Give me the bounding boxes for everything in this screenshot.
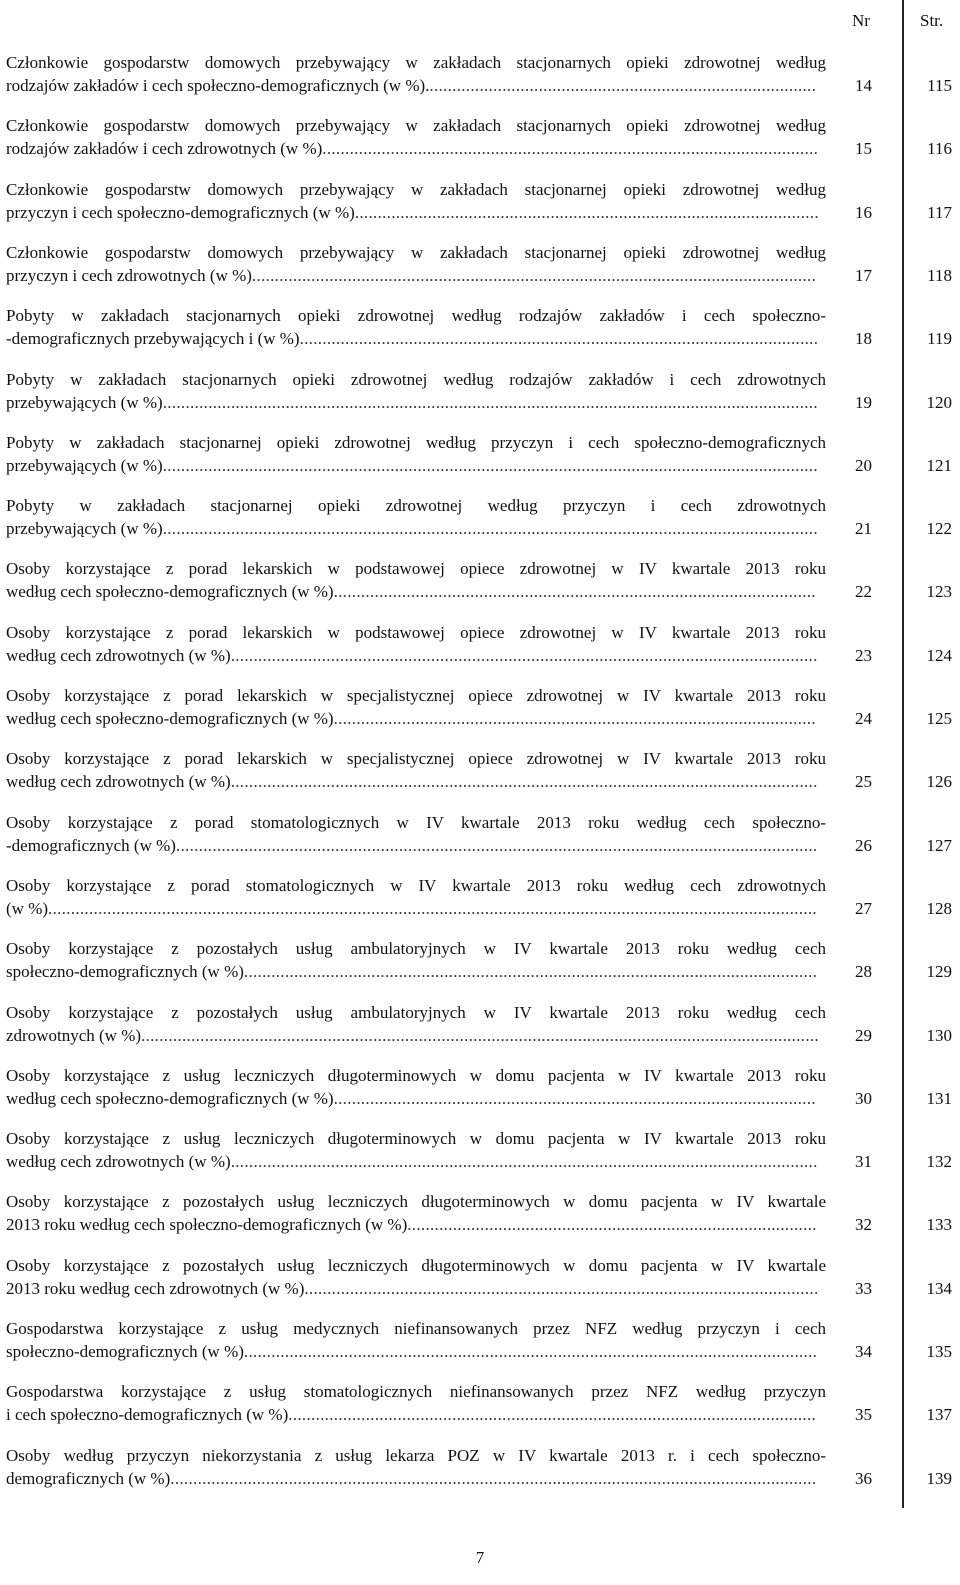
toc-entry-page: 130 (926, 1025, 952, 1045)
toc-entry[interactable] (6, 114, 952, 174)
toc-entry-title-line1: Członkowie gospodarstw domowych przebywający w zakładach stacjonarnych opieki zdrowotnej według (6, 53, 826, 72)
toc-entry-title-line2 (6, 897, 826, 920)
toc-entry-title-line1: Członkowie gospodarstw domowych przebywający w zakładach stacjonarnej opieki zdrowotnej według (6, 179, 826, 199)
toc-entry-title (6, 304, 826, 350)
dot-leader: ................................................................................................................................................ (162, 392, 818, 412)
toc-entry-page: 121 (926, 455, 952, 475)
toc-entry[interactable] (6, 1064, 952, 1124)
toc-entry-number: 17 (855, 265, 872, 285)
toc-entry-title-line2-text: rodzajów zakładów i cech zdrowotnych (w %) (6, 139, 323, 159)
toc-entry[interactable] (6, 1254, 952, 1314)
toc-entry-title-line1: Osoby korzystające z porad lekarskich w specjalistycznej opiece zdrowotnej w IV kwartale 2013 roku (6, 686, 826, 705)
toc-entry[interactable] (6, 747, 952, 807)
toc-entry-page: 123 (926, 582, 952, 602)
toc-entry[interactable] (6, 368, 952, 428)
toc-entry-title-line1: Osoby korzystające z pozostałych usług leczniczych długoterminowych w domu pacjenta w IV kwartale (6, 1255, 826, 1275)
toc-entry[interactable] (6, 1127, 952, 1187)
toc-entry[interactable] (6, 684, 952, 744)
toc-entry-title (6, 937, 826, 983)
toc-entry-number: 36 (855, 1468, 872, 1488)
toc-entry-title-line2-text: -demograficznych przebywających i (w %) (6, 329, 300, 349)
toc-entry-number: 20 (855, 455, 872, 475)
dot-leader: .................................................................................................................... (288, 1405, 817, 1425)
dot-leader: ................................................................................................................................. (230, 645, 818, 665)
toc-entry-title-line1: Osoby korzystające z porad lekarskich w specjalistycznej opiece zdrowotnej w IV kwartale 2013 roku (6, 749, 826, 769)
dot-leader: .......................................................................................................... (333, 582, 816, 602)
toc-entry-title (6, 241, 826, 287)
dot-leader: .................................................................................................................. (299, 329, 819, 349)
toc-entry-title (6, 1001, 826, 1047)
toc-entry-title-line1: Członkowie gospodarstw domowych przebywający w zakładach stacjonarnej opieki zdrowotnej według (6, 242, 826, 262)
dot-leader: ................................................................................................................................................ (162, 519, 818, 539)
toc-entry-page: 139 (926, 1468, 952, 1488)
toc-entry-number: 31 (855, 1152, 872, 1172)
toc-entry[interactable] (6, 874, 952, 934)
dot-leader: ................................................................................................................................. (230, 772, 818, 792)
toc-entry-page: 132 (926, 1152, 952, 1172)
toc-entry-page: 131 (926, 1088, 952, 1108)
toc-entry-title-line2-text: zdrowotnych (w %) (6, 1025, 142, 1045)
toc-entry-title (6, 621, 826, 667)
toc-entry[interactable] (6, 937, 952, 997)
dot-leader: ..................................................................................... (429, 76, 817, 95)
toc-entry-number: 25 (855, 772, 872, 792)
toc-entry-title-line2 (6, 770, 826, 793)
toc-entry-title-line2-text: społeczno-demograficznych (w %) (6, 962, 244, 982)
toc-entry[interactable] (6, 1001, 952, 1061)
toc-entry-number: 29 (855, 1025, 872, 1045)
toc-entry-title-line1: Pobyty w zakładach stacjonarnej opieki zdrowotnej według przyczyn i cech zdrowotnych (6, 496, 826, 516)
toc-entry-title (6, 1127, 826, 1173)
toc-entry-page: 135 (926, 1342, 952, 1361)
toc-entry-page: 119 (927, 329, 952, 349)
toc-entry-title-line2 (6, 264, 826, 287)
toc-entry-number: 26 (855, 835, 872, 855)
toc-entry-title-line2 (6, 74, 826, 97)
toc-entry-title (6, 114, 826, 160)
toc-entry-title-line2 (6, 327, 826, 350)
toc-entry-title (6, 1317, 826, 1363)
toc-entry-number: 18 (855, 329, 872, 349)
toc-entry-number: 15 (855, 139, 872, 159)
toc-entry-title-line1: Osoby korzystające z porad stomatologicznych w IV kwartale 2013 roku według cech społeczno- (6, 812, 826, 832)
toc-entry-page: 125 (926, 709, 952, 728)
toc-entry-title-line2 (6, 1403, 826, 1426)
toc-entry-title-line2-text: przebywających (w %) (6, 392, 163, 412)
toc-entry-title-line2 (6, 137, 826, 160)
toc-entry-title-line2 (6, 960, 826, 983)
toc-entry-page: 117 (927, 202, 952, 222)
toc-entry-title-line2 (6, 1087, 826, 1110)
toc-entry-title-line1: Gospodarstwa korzystające z usług medycznych niefinansowanych przez NFZ według przyczyn i cech (6, 1319, 826, 1338)
toc-entry-title-line2 (6, 707, 826, 730)
toc-entry-title-line2 (6, 1024, 826, 1047)
toc-entry[interactable] (6, 51, 952, 111)
toc-entry-title-line2-text: -demograficznych (w %) (6, 835, 176, 855)
dot-leader: ................................................................................................................................................ (162, 455, 818, 475)
toc-entry-title (6, 1380, 826, 1426)
toc-entry-title-line2-text: według cech społeczno-demograficznych (w %) (6, 582, 334, 602)
toc-entry-number: 23 (855, 645, 872, 665)
toc-entry-title-line2-text: według cech społeczno-demograficznych (w %) (6, 1088, 334, 1108)
toc-entry-title-line1: Osoby korzystające z usług leczniczych długoterminowych w domu pacjenta w IV kwartale 2013 roku (6, 1065, 826, 1085)
toc-entry-title-line2 (6, 1467, 826, 1490)
toc-entry-page: 128 (926, 898, 952, 918)
toc-entry-number: 33 (855, 1278, 872, 1298)
toc-entry-title (6, 1254, 826, 1300)
toc-entry-title-line1: Osoby korzystające z porad lekarskich w podstawowej opiece zdrowotnej w IV kwartale 2013 roku (6, 559, 826, 579)
dot-leader: ............................................................................................................. (322, 139, 819, 159)
toc-entry-title-line2-text: przyczyn i cech społeczno-demograficznych (w %) (6, 202, 355, 222)
toc-entry-page: 124 (926, 645, 952, 665)
dot-leader: .............................................................................................................................................. (170, 1468, 817, 1488)
toc-entry-title-line2-text: przyczyn i cech zdrowotnych (w %) (6, 265, 252, 285)
toc-entry-title (6, 684, 826, 730)
toc-entry-title (6, 178, 826, 224)
toc-entry-number: 34 (855, 1342, 872, 1361)
dot-leader: ..................................................................................................................................................... (141, 1025, 819, 1045)
toc-entry-number: 35 (855, 1405, 872, 1425)
toc-entry-title-line1: Osoby korzystające z porad lekarskich w podstawowej opiece zdrowotnej w IV kwartale 2013 roku (6, 622, 826, 642)
toc-entry-page: 137 (926, 1405, 952, 1425)
dot-leader: .......................................................................................................... (333, 1088, 816, 1108)
toc-entry-title-line2 (6, 517, 826, 540)
toc-entry-title-line2 (6, 454, 826, 477)
toc-entry-title-line2-text: według cech zdrowotnych (w %) (6, 1152, 231, 1172)
toc-entry-number: 14 (855, 76, 872, 95)
toc-entry-title (6, 431, 826, 477)
toc-entry-title-line1: Osoby korzystające z porad stomatologicznych w IV kwartale 2013 roku według cech zdrowotnych (6, 875, 826, 895)
toc-entry[interactable] (6, 1317, 952, 1377)
dot-leader: .......................................................................................................... (333, 709, 816, 728)
toc-entry-page: 134 (926, 1278, 952, 1298)
toc-entry-title (6, 368, 826, 414)
toc-entry-title-line2-text: według cech społeczno-demograficznych (w %) (6, 709, 334, 728)
toc-entry-title-line2-text: 2013 roku według cech zdrowotnych (w %) (6, 1278, 305, 1298)
toc-entry[interactable] (6, 1380, 952, 1440)
toc-entry-number: 27 (855, 898, 872, 918)
toc-entry-title-line2 (6, 201, 826, 224)
toc-entry[interactable] (6, 621, 952, 681)
toc-entry-number: 28 (855, 962, 872, 982)
toc-entry[interactable] (6, 811, 952, 871)
dot-leader: .............................................................................................................................. (243, 1342, 818, 1361)
toc-entry[interactable] (6, 1190, 952, 1250)
toc-entry-title (6, 557, 826, 603)
toc-entry-title-line2-text: demograficznych (w %) (6, 1468, 171, 1488)
toc-entry-title (6, 1064, 826, 1110)
toc-entry-title-line2 (6, 1340, 826, 1363)
header-str: Str. (920, 11, 944, 30)
toc-entry-page: 122 (926, 519, 952, 539)
toc-entry[interactable] (6, 241, 952, 301)
dot-leader: ......................................................................................................................................................................... (48, 898, 817, 918)
toc-entry-title-line1: Pobyty w zakładach stacjonarnej opieki zdrowotnej według przyczyn i cech społeczno-demograficznych (6, 432, 826, 452)
toc-entry-number: 19 (855, 392, 872, 412)
toc-entry-page: 120 (926, 392, 952, 412)
toc-entry-title-line2-text: według cech zdrowotnych (w %) (6, 772, 231, 792)
toc-entry-title-line2 (6, 834, 826, 857)
toc-entry-title-line1: Gospodarstwa korzystające z usług stomatologicznych niefinansowanych przez NFZ według przyczyn (6, 1382, 826, 1402)
toc-entry-number: 32 (855, 1215, 872, 1235)
toc-entry-page: 115 (927, 76, 952, 95)
toc-entry-title-line1: Osoby korzystające z pozostałych usług ambulatoryjnych w IV kwartale 2013 roku według cech (6, 1002, 826, 1022)
toc-entry-title-line2 (6, 644, 826, 667)
toc-entry-title-line2 (6, 1150, 826, 1173)
toc-entry-title-line1: Pobyty w zakładach stacjonarnych opieki zdrowotnej według rodzajów zakładów i cech zdrowotnych (6, 369, 826, 389)
toc-entry-title-line1: Osoby korzystające z pozostałych usług ambulatoryjnych w IV kwartale 2013 roku według cech (6, 939, 826, 959)
toc-entry[interactable] (6, 1444, 952, 1504)
toc-entry-page: 127 (926, 835, 952, 855)
toc-entry-title-line2-text: przebywających (w %) (6, 519, 163, 539)
dot-leader: ................................................................................................................................. (230, 1152, 818, 1172)
dot-leader: .............................................................................................................................. (243, 962, 818, 982)
toc-entry-title-line2-text: przebywających (w %) (6, 455, 163, 475)
dot-leader: .......................................................................................... (407, 1215, 817, 1235)
toc-entry-title (6, 747, 826, 793)
toc-entry-title-line2-text: (w %) (6, 898, 49, 918)
toc-entry-number: 16 (855, 202, 872, 222)
toc-entry-title-line2-text: według cech zdrowotnych (w %) (6, 645, 231, 665)
toc-entry-title-line2-text: 2013 roku według cech społeczno-demograficznych (w %) (6, 1215, 408, 1235)
toc-entry-title-line1: Osoby korzystające z usług leczniczych długoterminowych w domu pacjenta w IV kwartale 2013 roku (6, 1129, 826, 1149)
dot-leader: ............................................................................................................................................. (175, 835, 818, 855)
toc-entry-number: 24 (855, 709, 872, 728)
toc-entry-number: 21 (855, 519, 872, 539)
dot-leader: ................................................................................................................. (304, 1278, 819, 1298)
toc-entry[interactable] (6, 431, 952, 491)
toc-entry-title (6, 494, 826, 540)
toc-entry-page: 129 (926, 962, 952, 982)
toc-entry-page: 126 (926, 772, 952, 792)
header-nr: Nr (852, 11, 870, 30)
toc-entry-title-line2 (6, 580, 826, 603)
toc-entry-title-line1: Osoby według przyczyn niekorzystania z usług lekarza POZ w IV kwartale 2013 r. i cech społeczno- (6, 1445, 826, 1465)
toc-entry-title-line2 (6, 391, 826, 414)
toc-entry-page: 118 (927, 265, 952, 285)
dot-leader: ...................................................................................................... (354, 202, 819, 222)
toc-entry-page: 116 (927, 139, 952, 159)
toc-entry-title-line2 (6, 1277, 826, 1300)
toc-entry-title-line2 (6, 1213, 826, 1236)
toc-entry-title (6, 811, 826, 857)
toc-entry[interactable] (6, 178, 952, 238)
toc-entry-title (6, 51, 826, 97)
toc-entry-title-line2-text: społeczno-demograficznych (w %) (6, 1342, 244, 1361)
toc-entry[interactable] (6, 494, 952, 554)
toc-entry-number: 30 (855, 1088, 872, 1108)
toc-entry-title-line1: Pobyty w zakładach stacjonarnych opieki zdrowotnej według rodzajów zakładów i cech społeczno- (6, 306, 826, 326)
toc-entry-title-line2-text: i cech społeczno-demograficznych (w %) (6, 1405, 289, 1425)
toc-entry[interactable] (6, 304, 952, 364)
toc-entry-title-line2-text: rodzajów zakładów i cech społeczno-demograficznych (w %). (6, 76, 430, 95)
toc-entry-page: 133 (926, 1215, 952, 1235)
toc-entry-title (6, 1190, 826, 1236)
toc-entry-number: 22 (855, 582, 872, 602)
toc-entry-title-line1: Osoby korzystające z pozostałych usług leczniczych długoterminowych w domu pacjenta w IV kwartale (6, 1192, 826, 1212)
toc-entry-title (6, 1444, 826, 1490)
toc-entry[interactable] (6, 557, 952, 617)
toc-entry-title (6, 874, 826, 920)
dot-leader: ............................................................................................................................ (251, 265, 817, 285)
page-number: 7 (475, 1548, 485, 1567)
toc-entry-title-line1: Członkowie gospodarstw domowych przebywający w zakładach stacjonarnych opieki zdrowotnej według (6, 116, 826, 136)
